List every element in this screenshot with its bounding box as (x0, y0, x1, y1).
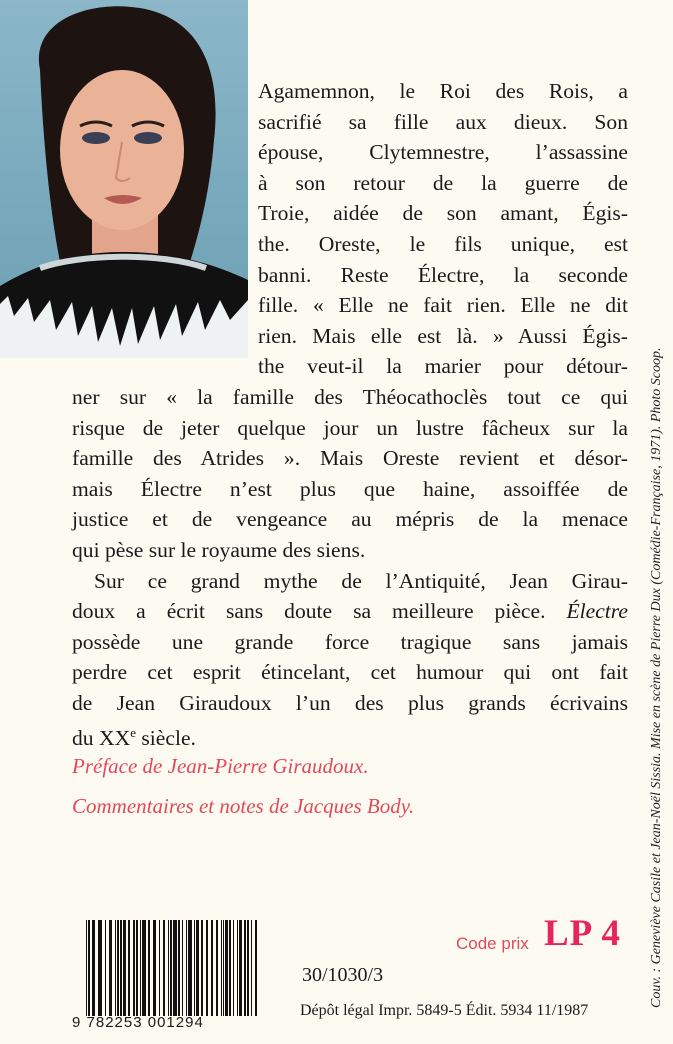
text-line: famille des Atrides ». Mais Oreste revient et désor- (72, 446, 628, 471)
text-line: ner sur « la famille des Théocathoclès tout ce qui (72, 384, 628, 409)
text-line: mais Électre n’est plus que haine, assoiffée de (72, 476, 628, 501)
price-code: LP 4 (544, 913, 621, 954)
barcode-bar (123, 920, 126, 1016)
barcode-bar (92, 920, 95, 1016)
barcode-bar (237, 920, 238, 1016)
text-line: possède une grande force tragique sans jamais (72, 629, 628, 654)
price-code-label: Code prix (456, 934, 529, 953)
text-line: the veut-il la marier pour détour- (258, 354, 628, 379)
barcode-bar (88, 920, 90, 1016)
text-line: Agamemnon, le Roi des Rois, a (258, 79, 628, 103)
text-line-segment: doux a écrit sans doute sa meilleure pièce. (72, 599, 567, 624)
barcode-bar (178, 920, 180, 1016)
century-numeral: XX (99, 726, 131, 751)
photo-credit: Couv. : Geneviève Casile et Jean-Noël Sissia. Mise en scène de Pierre Dux (Comédie-Française, 1971). Photo Scoop. (649, 347, 664, 1008)
barcode-bar (105, 920, 106, 1016)
summary-text (72, 76, 628, 754)
legal-deposit: Dépôt légal Impr. 5849-5 Édit. 5934 11/1987 (300, 1002, 589, 1019)
commentary-credit: Commentaires et notes de Jacques Body. (72, 794, 415, 818)
text-line: de Jean Giraudoux l’un des plus grands écrivains (72, 690, 628, 715)
barcode-bar (153, 920, 156, 1016)
text-line-segment: siècle. (135, 726, 196, 751)
barcode-bar (255, 920, 257, 1016)
barcode-bar (133, 920, 135, 1016)
text-line: the. Oreste, le fils unique, est (258, 231, 628, 256)
barcode-bar (239, 920, 242, 1016)
text-line: Troie, aidée de son amant, Égis- (258, 201, 628, 226)
barcode-bar (142, 920, 146, 1016)
barcode-bar (98, 920, 102, 1016)
barcode-bar (188, 920, 192, 1016)
summary-paragraph-2 (72, 566, 628, 755)
barcode-bar (173, 920, 177, 1016)
text-line (72, 596, 628, 627)
text-line: risque de jeter quelque jour un lustre fâcheux sur la (72, 415, 628, 440)
barcode-bar (168, 920, 169, 1016)
text-line: perdre cet esprit étincelant, cet humour qui ont fait (72, 660, 628, 685)
barcode-bar (115, 920, 116, 1016)
barcode-bar (128, 920, 130, 1016)
barcode-bar (86, 920, 87, 1016)
barcode-bar (201, 920, 203, 1016)
barcode-bar (117, 920, 119, 1016)
barcode-bar (244, 920, 246, 1016)
barcode-bar (159, 920, 160, 1016)
text-line: justice et de vengeance au mépris de la menace (72, 507, 628, 532)
barcode-bar (140, 920, 141, 1016)
barcode-bar (182, 920, 183, 1016)
text-line: sacrifié sa fille aux dieux. Son (258, 109, 628, 134)
text-line: fille. « Elle ne fait rien. Elle ne dit (258, 293, 628, 318)
barcode-bar (211, 920, 213, 1016)
catalog-reference: 30/1030/3 (302, 964, 384, 986)
text-line: rien. Mais elle est là. » Aussi Égis- (258, 323, 628, 348)
barcode-digits: 9 782253 001294 (72, 1014, 204, 1031)
summary-paragraph-1 (72, 76, 628, 566)
edition-credits (72, 746, 414, 826)
barcode-bar (148, 920, 150, 1016)
century-suffix: e (130, 725, 136, 741)
text-line: banni. Reste Électre, la seconde (258, 262, 628, 287)
barcode-bar (247, 920, 249, 1016)
text-line: qui pèse sur le royaume des siens. (72, 537, 366, 562)
barcode-bars (86, 920, 262, 1016)
barcode-bar (206, 920, 208, 1016)
barcode-bar (120, 920, 122, 1016)
barcode-bar (163, 920, 165, 1016)
text-line-segment: du (72, 726, 99, 751)
barcode-bar (225, 920, 228, 1016)
barcode-bar (196, 920, 199, 1016)
barcode-bar (216, 920, 218, 1016)
barcode-bar (136, 920, 138, 1016)
barcode-bar (233, 920, 234, 1016)
preface-credit: Préface de Jean-Pierre Giraudoux. (72, 754, 369, 778)
play-title: Électre (566, 599, 628, 624)
text-line: épouse, Clytemnestre, l’assassine (258, 140, 628, 165)
barcode-bar (109, 920, 112, 1016)
barcode-bar (223, 920, 224, 1016)
barcode-bar (186, 920, 187, 1016)
barcode-bar (221, 920, 222, 1016)
barcode-bar (194, 920, 195, 1016)
barcode-bar (170, 920, 172, 1016)
barcode-bar (251, 920, 252, 1016)
text-line: à son retour de la guerre de (258, 170, 628, 195)
text-line: Sur ce grand mythe de l’Antiquité, Jean Girau- (94, 568, 628, 593)
isbn-barcode (72, 920, 264, 1031)
barcode-bar (229, 920, 231, 1016)
